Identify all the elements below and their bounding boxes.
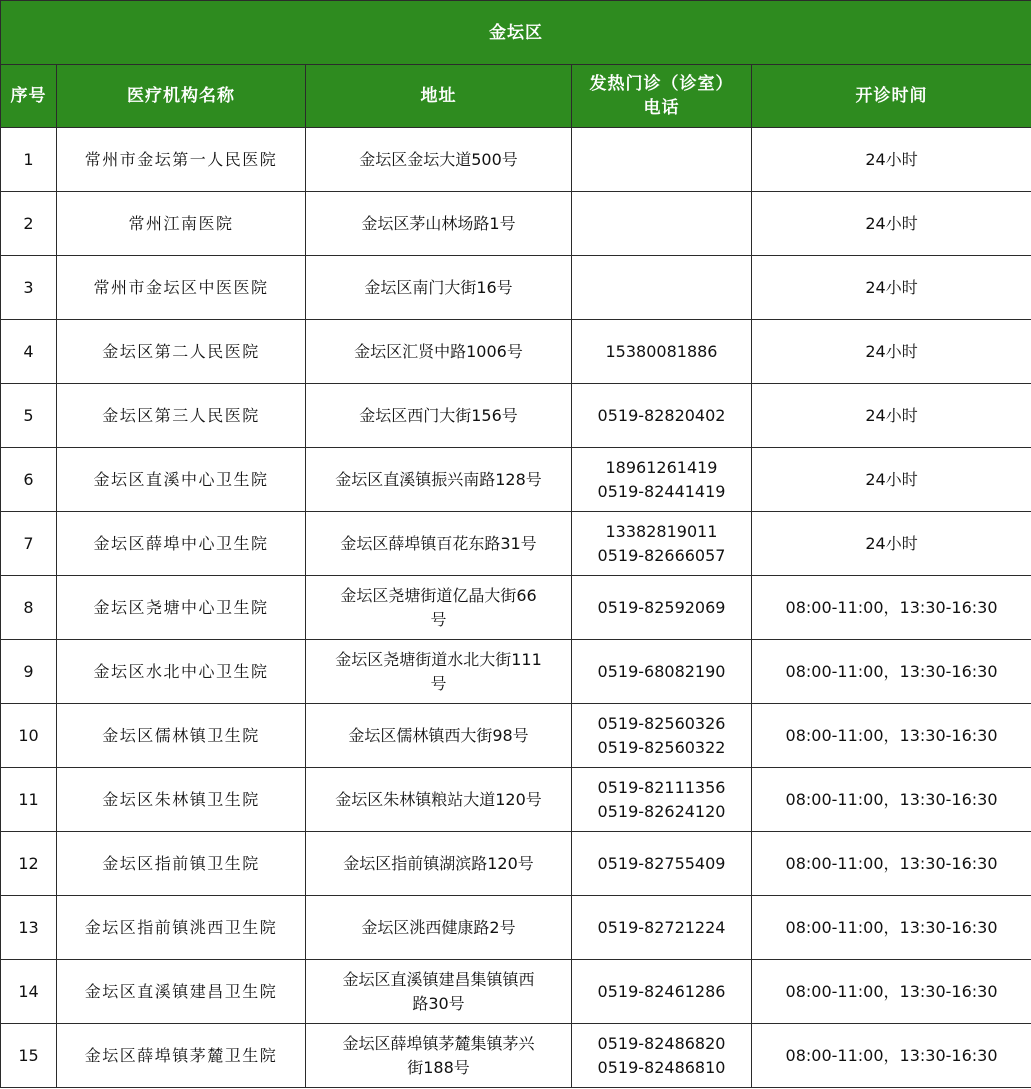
cell-no: 5 <box>1 384 57 448</box>
table-row <box>1 1024 1031 1088</box>
cell-phone-line: 0519-82441419 <box>597 481 726 501</box>
cell-no: 8 <box>1 576 57 640</box>
cell-phone-line: 18961261419 <box>605 457 718 477</box>
cell-phone <box>572 192 752 256</box>
header-no: 序号 <box>1 65 57 128</box>
cell-address-line: 街188号 <box>407 1057 470 1077</box>
table-row <box>1 256 1031 320</box>
cell-phone <box>572 512 752 576</box>
cell-no: 6 <box>1 448 57 512</box>
header-address: 地址 <box>306 65 572 128</box>
cell-address-line: 路30号 <box>412 993 465 1013</box>
table-row <box>1 896 1031 960</box>
cell-phone-line: 0519-82592069 <box>597 597 726 617</box>
cell-hours: 24小时 <box>752 384 1031 448</box>
cell-phone-line: 0519-82560322 <box>597 737 726 757</box>
cell-name: 金坛区水北中心卫生院 <box>57 640 306 704</box>
cell-address-line: 金坛区尧塘街道亿晶大街66 <box>340 585 537 605</box>
cell-address-line: 金坛区薛埠镇茅麓集镇茅兴 <box>342 1033 535 1053</box>
cell-name: 金坛区薛埠镇茅麓卫生院 <box>57 1024 306 1088</box>
cell-address <box>306 448 572 512</box>
cell-no: 4 <box>1 320 57 384</box>
table-row <box>1 704 1031 768</box>
cell-name: 常州市金坛第一人民医院 <box>57 128 306 192</box>
cell-no: 9 <box>1 640 57 704</box>
cell-phone-line: 0519-68082190 <box>597 661 726 681</box>
cell-name: 金坛区儒林镇卫生院 <box>57 704 306 768</box>
cell-address-line: 金坛区茅山林场路1号 <box>361 213 516 233</box>
cell-hours: 24小时 <box>752 448 1031 512</box>
cell-phone-line: 0519-82111356 <box>597 777 726 797</box>
header-hours: 开诊时间 <box>752 65 1031 128</box>
cell-name: 金坛区尧塘中心卫生院 <box>57 576 306 640</box>
table-row <box>1 384 1031 448</box>
cell-phone <box>572 320 752 384</box>
table-row <box>1 576 1031 640</box>
cell-address-line: 金坛区朱林镇粮站大道120号 <box>335 789 542 809</box>
cell-name: 金坛区第三人民医院 <box>57 384 306 448</box>
cell-no: 10 <box>1 704 57 768</box>
cell-address <box>306 256 572 320</box>
cell-address-line: 金坛区直溪镇建昌集镇镇西 <box>342 969 535 989</box>
cell-phone <box>572 384 752 448</box>
cell-address-line: 金坛区汇贤中路1006号 <box>354 341 523 361</box>
cell-name: 常州市金坛区中医医院 <box>57 256 306 320</box>
table-row <box>1 128 1031 192</box>
header-phone <box>572 65 752 128</box>
cell-address <box>306 512 572 576</box>
cell-phone <box>572 640 752 704</box>
cell-address <box>306 128 572 192</box>
cell-phone <box>572 1024 752 1088</box>
cell-name: 金坛区薛埠中心卫生院 <box>57 512 306 576</box>
cell-phone <box>572 832 752 896</box>
cell-address-line: 金坛区洮西健康路2号 <box>361 917 516 937</box>
cell-hours: 24小时 <box>752 128 1031 192</box>
cell-phone <box>572 448 752 512</box>
cell-no: 1 <box>1 128 57 192</box>
cell-address <box>306 384 572 448</box>
cell-hours: 24小时 <box>752 256 1031 320</box>
cell-hours: 24小时 <box>752 192 1031 256</box>
cell-name: 金坛区指前镇洮西卫生院 <box>57 896 306 960</box>
cell-hours: 24小时 <box>752 320 1031 384</box>
cell-no: 11 <box>1 768 57 832</box>
cell-phone-line: 0519-82486810 <box>597 1057 726 1077</box>
cell-address-line: 金坛区薛埠镇百花东路31号 <box>340 533 537 553</box>
table-row <box>1 640 1031 704</box>
table-row <box>1 512 1031 576</box>
table-row <box>1 832 1031 896</box>
cell-address <box>306 896 572 960</box>
cell-no: 13 <box>1 896 57 960</box>
cell-phone <box>572 896 752 960</box>
cell-phone-line: 0519-82624120 <box>597 801 726 821</box>
cell-address <box>306 1024 572 1088</box>
cell-address-line: 号 <box>430 609 447 629</box>
title-row <box>1 1 1031 65</box>
cell-address <box>306 768 572 832</box>
cell-phone-line: 0519-82755409 <box>597 853 726 873</box>
cell-hours: 08:00-11:00，13:30-16:30 <box>752 640 1031 704</box>
cell-phone <box>572 576 752 640</box>
cell-address <box>306 960 572 1024</box>
cell-address-line: 金坛区尧塘街道水北大街111 <box>335 649 542 669</box>
cell-address <box>306 832 572 896</box>
cell-address <box>306 640 572 704</box>
cell-address-line: 金坛区南门大街16号 <box>364 277 513 297</box>
cell-address-line: 金坛区直溪镇振兴南路128号 <box>335 469 542 489</box>
header-name: 医疗机构名称 <box>57 65 306 128</box>
header-phone-line2: 电话 <box>643 98 680 118</box>
cell-phone-line: 0519-82820402 <box>597 405 726 425</box>
table-title: 金坛区 <box>1 1 1031 65</box>
cell-address <box>306 320 572 384</box>
cell-hours: 08:00-11:00，13:30-16:30 <box>752 896 1031 960</box>
cell-address <box>306 704 572 768</box>
table-row <box>1 448 1031 512</box>
cell-name: 金坛区朱林镇卫生院 <box>57 768 306 832</box>
table-row <box>1 768 1031 832</box>
cell-address-line: 金坛区西门大街156号 <box>359 405 518 425</box>
cell-no: 2 <box>1 192 57 256</box>
cell-no: 14 <box>1 960 57 1024</box>
table-body <box>1 128 1031 1088</box>
cell-phone-line: 0519-82721224 <box>597 917 726 937</box>
cell-hours: 08:00-11:00，13:30-16:30 <box>752 960 1031 1024</box>
cell-address-line: 号 <box>430 673 447 693</box>
cell-phone-line: 0519-82486820 <box>597 1033 726 1053</box>
table-row <box>1 320 1031 384</box>
cell-phone <box>572 128 752 192</box>
header-phone-line1: 发热门诊（诊室） <box>589 74 734 94</box>
cell-phone <box>572 256 752 320</box>
cell-phone <box>572 768 752 832</box>
cell-hours: 08:00-11:00，13:30-16:30 <box>752 768 1031 832</box>
cell-name: 金坛区直溪镇建昌卫生院 <box>57 960 306 1024</box>
cell-hours: 24小时 <box>752 512 1031 576</box>
table-row <box>1 192 1031 256</box>
cell-hours: 08:00-11:00，13:30-16:30 <box>752 1024 1031 1088</box>
cell-phone-line: 0519-82666057 <box>597 545 726 565</box>
cell-hours: 08:00-11:00，13:30-16:30 <box>752 576 1031 640</box>
cell-no: 12 <box>1 832 57 896</box>
cell-no: 3 <box>1 256 57 320</box>
cell-phone <box>572 960 752 1024</box>
cell-address <box>306 576 572 640</box>
cell-hours: 08:00-11:00，13:30-16:30 <box>752 704 1031 768</box>
cell-name: 金坛区第二人民医院 <box>57 320 306 384</box>
cell-phone-line: 13382819011 <box>605 521 718 541</box>
cell-address-line: 金坛区儒林镇西大街98号 <box>348 725 529 745</box>
cell-no: 15 <box>1 1024 57 1088</box>
cell-address-line: 金坛区金坛大道500号 <box>359 149 518 169</box>
cell-address <box>306 192 572 256</box>
cell-phone-line: 15380081886 <box>605 341 718 361</box>
cell-name: 金坛区直溪中心卫生院 <box>57 448 306 512</box>
table-row <box>1 960 1031 1024</box>
cell-name: 常州江南医院 <box>57 192 306 256</box>
cell-hours: 08:00-11:00，13:30-16:30 <box>752 832 1031 896</box>
cell-no: 7 <box>1 512 57 576</box>
cell-name: 金坛区指前镇卫生院 <box>57 832 306 896</box>
cell-phone-line: 0519-82461286 <box>597 981 726 1001</box>
header-row <box>1 65 1031 128</box>
cell-address-line: 金坛区指前镇湖滨路120号 <box>343 853 534 873</box>
cell-phone-line: 0519-82560326 <box>597 713 726 733</box>
cell-phone <box>572 704 752 768</box>
